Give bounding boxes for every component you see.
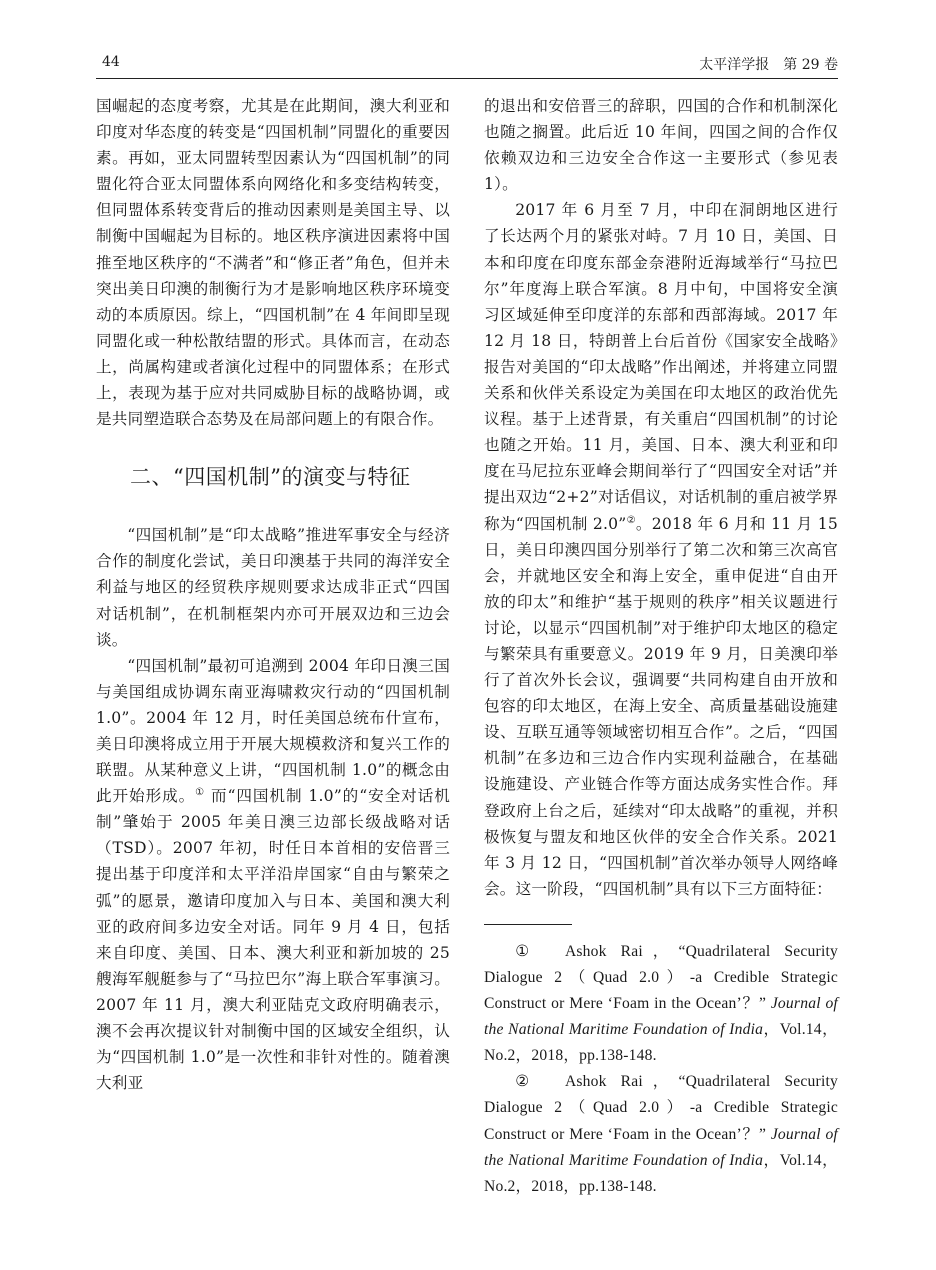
body-text: 。2018 年 6 月和 11 月 15 日，美日印澳四国分别举行了第二次和第三次高官会，并就地区安全和海上安全，重申促进“自由开放的印太”和维护“基于规则的秩序”相关议题进行讨论，以显示“四国机制”对于维护印太地区的稳定与繁荣具有重要意义。2019 年 9 月，日美澳印举行了首次外长会议，强调要“共同构建自由开放和包容的印太地区，在海上安全、高质量基础设施建设、互联互通等领域密切相互合作”。之后，“四国机制”在多边和三边合作内实现利益融合，在基础设施建设、产业链合作等方面达成务实性合作。拜登政府上台之后，延续对“印太战略”的重视，并积极恢复与盟友和地区伙伴的安全合作关系。2021 年 3 月 12 日，“四国机制”首次举办领导人网络峰会。这一阶段，“四国机制”具有以下三方面特征： (484, 514, 838, 898)
footnote-text: ，Vol.14，No.2，2018，pp.138-148. (484, 1021, 838, 1065)
footnote-mark: ② (515, 1073, 540, 1091)
footnote-text: Ashok Rai，“Quadrilateral Security Dialogue 2（Quad 2.0）-a Credible Strategic Construct or Mere ‘Foam in the Ocean’？” (484, 942, 839, 1013)
body-paragraph (96, 653, 450, 1097)
footnote-journal: Journal of the National Maritime Foundation of India (484, 1125, 838, 1169)
body-text: 2017 年 6 月至 7 月，中印在洞朗地区进行了长达两个月的紧张对峙。7 月 10 日，美国、日本和印度在印度东部金奈港附近海域举行“马拉巴尔”年度海上联合军演。8 月中旬，中国将安全演习区域延伸至印度洋的东部和西部海域。2017 年 12 月 18 日，特朗普上台后首份《国家安全战略》报告对美国的“印太战略”作出阐述，并将建立同盟关系和伙伴关系设定为美国在印太地区的政治优先议程。基于上述背景，有关重启“四国机制”的讨论也随之开始。11 月，美国、日本、澳大利亚和印度在马尼拉东亚峰会期间举行了“四国安全对话”并提出双边“2+2”对话倡议，对话机制的重启被学界称为“四国机制 2.0” (484, 201, 838, 533)
footnote (484, 1069, 838, 1199)
footnote-reference[interactable]: ① (195, 786, 206, 798)
footnote-journal: Journal of the National Maritime Foundation of India (484, 995, 838, 1039)
body-paragraph: 国崛起的态度考察，尤其是在此期间，澳大利亚和印度对华态度的转变是“四国机制”同盟化的重要因素。再如，亚太同盟转型因素认为“四国机制”的同盟化符合亚太同盟体系向网络化和多变结构转变，但同盟体系转变背后的推动因素则是美国主导、以制衡中国崛起为目标的。地区秩序演进因素将中国推至地区秩序的“不满者”和“修正者”角色，但并未突出美日印澳的制衡行为才是影响地区秩序环境变动的本质原因。综上，“四国机制”在 4 年间即呈现同盟化或一种松散结盟的形式。具体而言，在动态上，尚属构建或者演化过程中的同盟体系；在形式上，表现为基于应对共同威胁目标的战略协调，或是共同塑造联合态势及在局部问题上的有限合作。 (96, 97, 450, 429)
section-heading: 二、“四国机制”的演变与特征 (130, 465, 411, 490)
body-paragraph: 的退出和安倍晋三的辞职，四国的合作和机制深化也随之搁置。此后近 10 年间，四国之间的合作仅依赖双边和三边安全合作这一主要形式（参见表 1）。 (484, 97, 838, 194)
left-column (96, 93, 450, 1096)
footnote (484, 939, 838, 1069)
body-text: “四国机制”最初可追溯到 2004 年印日澳三国与美国组成协调东南亚海啸救灾行动的“四国机制 1.0”。2004 年 12 月，时任美国总统布什宣布，美日印澳将成立用于开展大规模救济和复兴工作的联盟。从某种意义上讲，“四国机制 1.0”的概念由此开始形成。 (96, 656, 450, 806)
footnote-mark: ① (515, 942, 540, 960)
right-column (484, 93, 838, 1200)
body-paragraph (484, 197, 838, 902)
footnote-reference[interactable]: ② (626, 514, 636, 526)
body-text: 而“四国机制 1.0”的“安全对话机制”肇始于 2005 年美日澳三边部长级战略对话（TSD）。2007 年初，时任日本首相的安倍晋三提出基于印度洋和太平洋沿岸国家“自由与繁荣之弧”的愿景，邀请印度加入与日本、美国和澳大利亚的政府间多边安全对话。同年 9 月 4 日，包括来自印度、美国、日本、澳大利亚和新加坡的 25 艘海军舰艇参与了“马拉巴尔”海上联合军事演习。2007 年 11 月，澳大利亚陆克文政府明确表示，澳不会再次提议针对制衡中国的区域安全组织，认为“四国机制 1.0”是一次性和非针对性的。随着澳大利亚 (96, 787, 450, 1093)
page-header (96, 54, 838, 79)
footnote-text: Ashok Rai，“Quadrilateral Security Dialogue 2（Quad 2.0）-a Credible Strategic Construct or Mere ‘Foam in the Ocean’？” (484, 1073, 839, 1143)
body-paragraph: “四国机制”是“印太战略”推进军事安全与经济合作的制度化尝试，美日印澳基于共同的海洋安全利益与地区的经贸秩序规则要求达成非正式“四国对话机制”，在机制框架内亦可开展双边和三边会谈。 (96, 526, 450, 649)
journal-running-head: 太平洋学报 第 29 卷 (699, 57, 838, 73)
footnote-text: ，Vol.14，No.2，2018，pp.138-148. (484, 1151, 838, 1195)
page-number: 44 (102, 54, 120, 70)
footnote-divider (484, 924, 572, 925)
